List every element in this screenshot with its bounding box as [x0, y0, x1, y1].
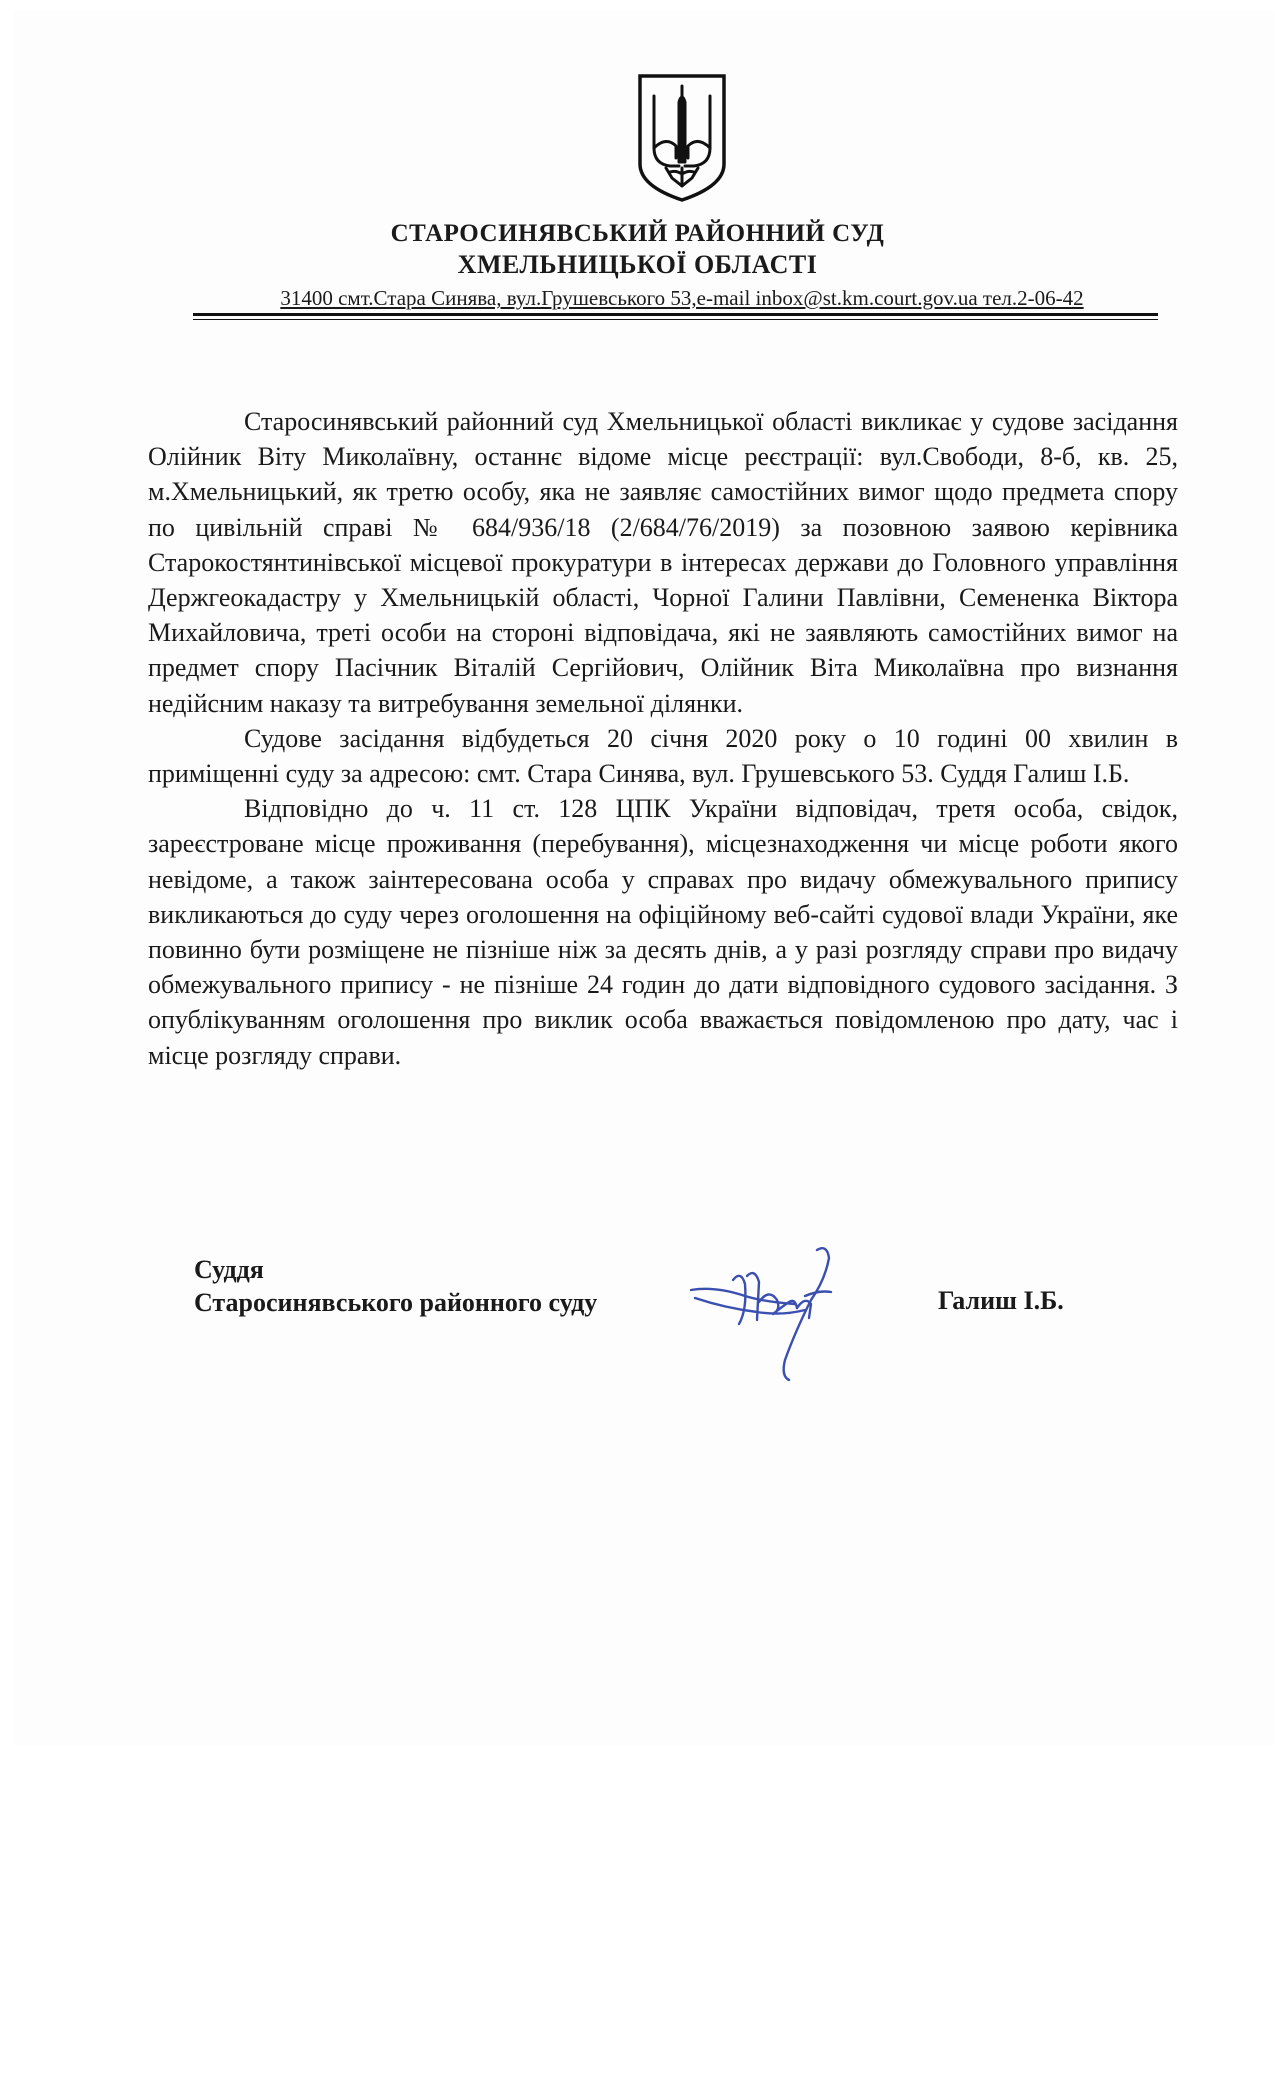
header-rule [193, 313, 1158, 316]
court-region: ХМЕЛЬНИЦЬКОЇ ОБЛАСТІ [457, 250, 818, 279]
judge-title-line2: Старосинявського районного суду [194, 1288, 598, 1317]
handwritten-signature [685, 1240, 860, 1390]
judge-name: Галиш І.Б. [938, 1286, 1064, 1315]
hearing-paragraph: Судове засідання відбудеться 20 січня 2020 року о 10 годині 00 хвилин в приміщенні суду за адресою: смт. Стара Синява, вул. Грушевського 53. Суддя Галиш І.Б. [148, 723, 1178, 789]
court-address: 31400 смт.Стара Синява, вул.Грушевського 53,e-mail inbox@st.km.court.gov.ua тел.2-06-42 [280, 286, 1084, 310]
legal-basis-paragraph: Відповідно до ч. 11 ст. 128 ЦПК України відповідач, третя особа, свідок, зареєстроване місце проживання (перебування), місцезнаходження чи місце роботи якого невідоме, а також заінтересована особа у справах про видачу обмежувального припису викликаються до суду через оголошення на офіційному веб-сайті судової влади України, яке повинно бути розміщене не пізніше ніж за десять днів, а у разі розгляду справи про видачу обмежувального припису - не пізніше 24 годин до дати відповідного судового засідання. З опублікуванням оголошення про виклик особа вважається повідомленою про дату, час і місце розгляду справи. [148, 794, 1178, 1070]
judge-title-line1: Суддя [194, 1255, 264, 1284]
summons-paragraph: Старосинявський районний суд Хмельницької області викликає у судове засідання Олійник Віту Миколаївну, останнє відоме місце реєстрації: вул.Свободи, 8-б, кв. 25, м.Хмельницький, як третю особу, яка не заявляє самостійних вимог щодо предмета спору по цивільній справі № 684/936/18 (2/684/76/2019) за позовною заявою керівника Старокостянтинівської місцевої прокуратури в інтересах держави до Головного управління Держгеокадастру у Хмельницькій області, Чорної Галини Павлівни, Семененка Віктора Михайловича, треті особи на стороні відповідача, які не заявляють самостійних вимог на предмет спору Пасічник Віталій Сергійович, Олійник Віта Миколаївна про визнання недійсним наказу та витребування земельної ділянки. [148, 407, 1178, 718]
notice-body [148, 404, 1178, 1073]
header-rule-thin [193, 319, 1158, 320]
court-name: СТАРОСИНЯВСЬКИЙ РАЙОННИЙ СУД [390, 220, 885, 247]
judge-title [194, 1253, 597, 1319]
trident-icon [636, 72, 728, 204]
